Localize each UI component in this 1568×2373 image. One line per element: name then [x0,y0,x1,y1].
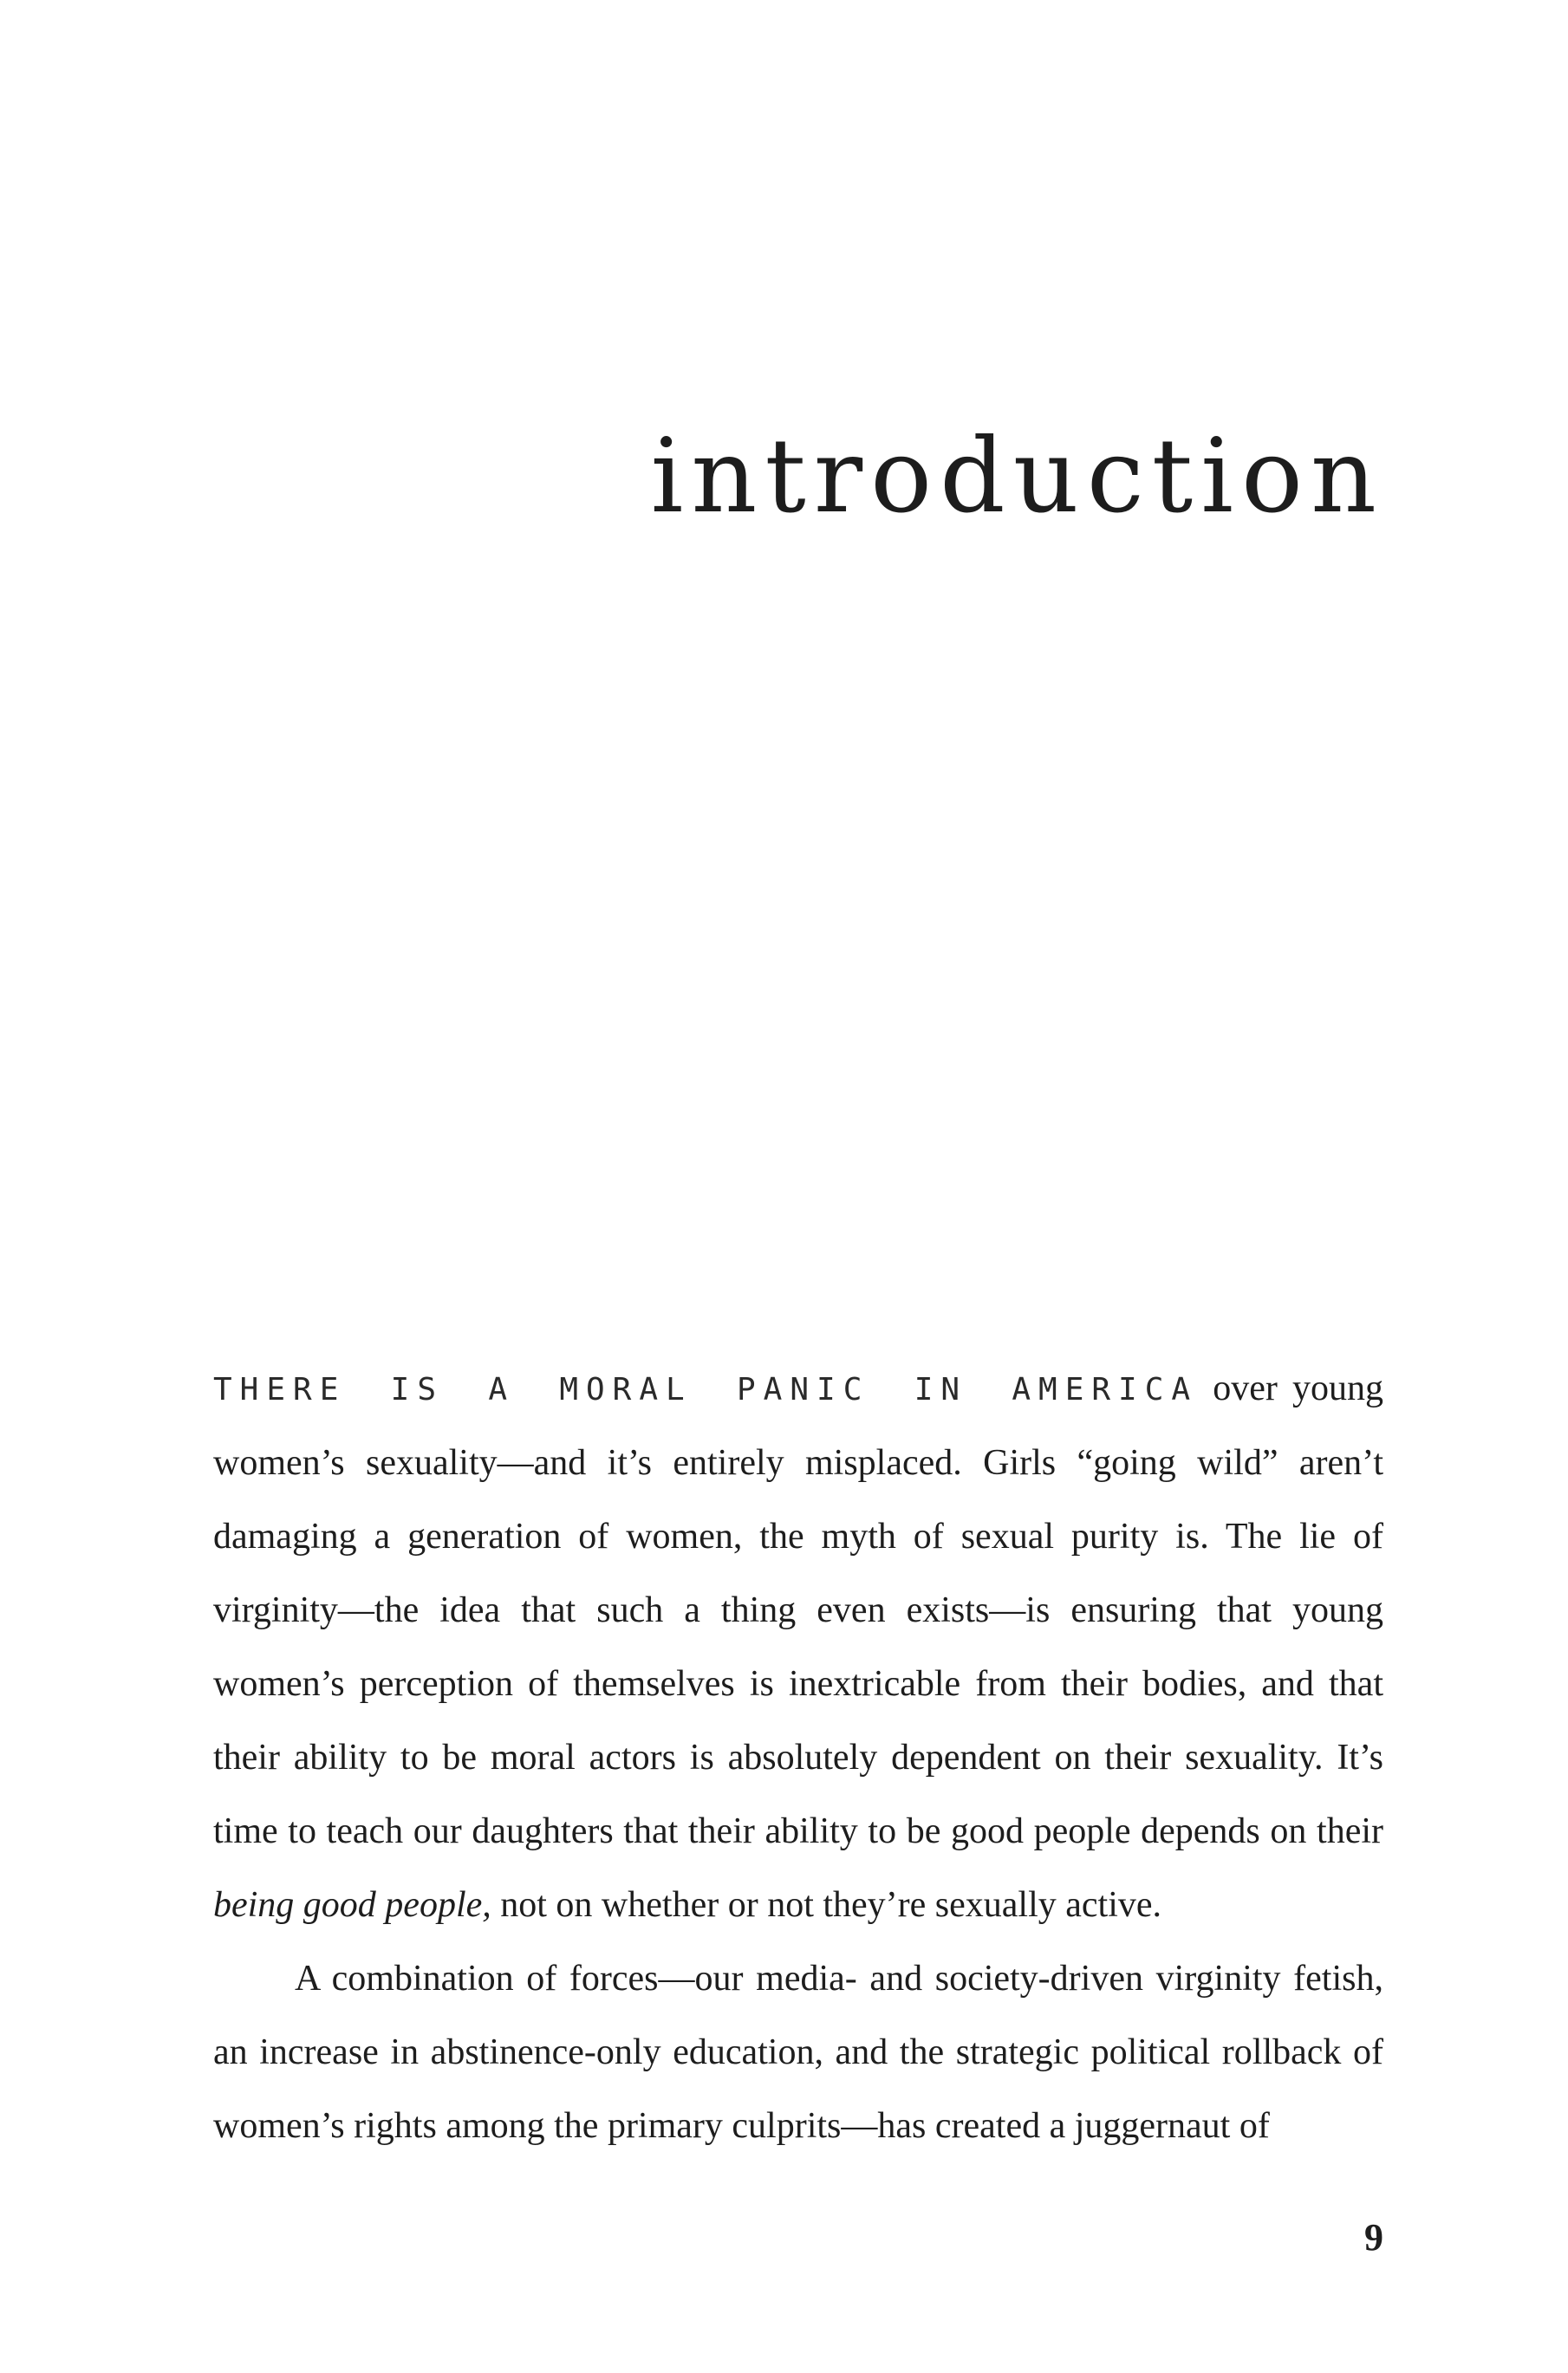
body-text [213,1352,1383,2163]
chapter-title: introduction [650,416,1384,536]
paragraph-1-text-a: over young women’s sexuality—and it’s entirely misplaced. Girls “going wild” aren’t damaging a generation of women, the myth of sexual purity is. The lie of virginity—the idea that such a thing even exists—is ensuring that young women’s perception of themselves is inextricable from their bodies, and that their ability to be moral actors is absolutely dependent on their sexuality. It’s time to teach our daughters that their ability to be good people depends on their [213,1369,1383,1851]
paragraph-1-text-b: not on whether or not they’re sexually active. [491,1885,1162,1925]
page-number: 9 [1364,2216,1383,2259]
paragraph-1-emphasis: being good people, [213,1885,491,1925]
paragraph-2: A combination of forces—our media- and society-driven virginity fetish, an increase in abstinence-only education, and the strategic political rollback of women’s rights among the primary culprits—has created a juggernaut of [213,1959,1383,2146]
lead-in-small-caps: THERE IS A MORAL PANIC IN AMERICA [213,1372,1199,1408]
paragraph-1 [213,1352,1383,1942]
